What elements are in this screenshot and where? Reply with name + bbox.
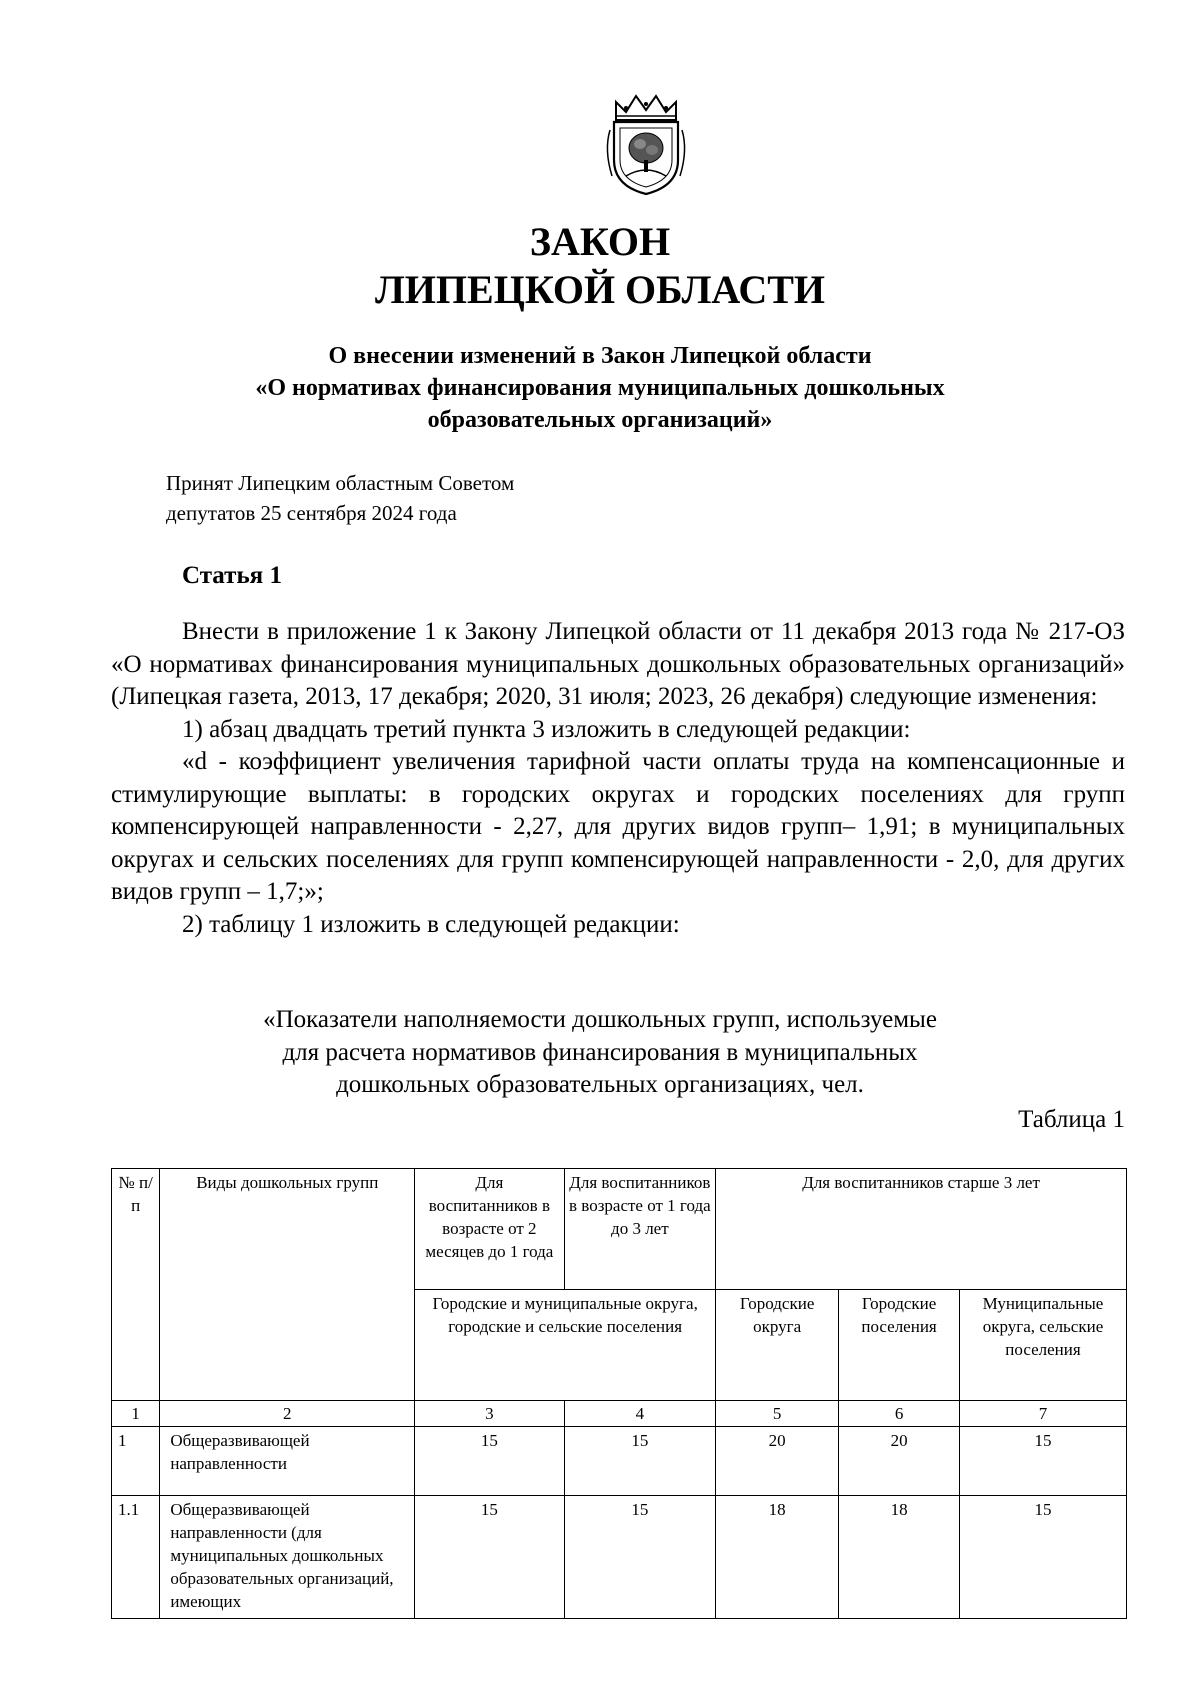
row-value: 18 [839,1496,960,1619]
table-caption [160,1004,1040,1102]
header-kind: Виды дошкольных групп [160,1169,415,1401]
table-caption-line3: дошкольных образовательных организациях, чел. [336,1071,864,1098]
table-index-row [112,1401,1127,1427]
row-value: 15 [415,1496,564,1619]
body-paragraph-2: 1) абзац двадцать третий пункта 3 изложить в следующей редакции: [182,715,911,743]
row-value: 18 [716,1496,839,1619]
article-heading: Статья 1 [182,562,282,589]
subtitle-line1: О внесении изменений в Закон Липецкой области [328,343,872,369]
subheader-city-settlements: Городские поселения [839,1290,960,1401]
row-value: 20 [839,1427,960,1496]
row-value: 20 [716,1427,839,1496]
row-value: 15 [959,1496,1126,1619]
index-cell: 4 [564,1401,716,1427]
index-cell: 5 [716,1401,839,1427]
index-cell: 7 [959,1401,1126,1427]
row-value: 15 [959,1427,1126,1496]
table-row [112,1427,1127,1496]
row-kind: Общеразвивающей направленности (для муниципальных дошкольных образовательных организаций, имеющих [160,1496,415,1619]
law-title-line2: ЛИПЕЦКОЙ ОБЛАСТИ [375,267,825,312]
header-age-over-3: Для воспитанников старше 3 лет [716,1169,1127,1290]
row-num: 1.1 [112,1496,160,1619]
row-kind: Общеразвивающей направленности [160,1427,415,1496]
row-value: 15 [564,1427,716,1496]
index-cell: 3 [415,1401,564,1427]
subheader-municipal: Муниципальные округа, сельские поселения [959,1290,1126,1401]
adoption-note [166,468,514,528]
body-paragraph-4: 2) таблицу 1 изложить в следующей редакции: [182,910,680,938]
table-header-row [112,1169,1127,1290]
row-value: 15 [415,1427,564,1496]
table-label: Таблица 1 [1018,1106,1125,1133]
lipetsk-coat-of-arms-icon [602,90,690,200]
table-row [112,1496,1127,1619]
adoption-line2: депутатов 25 сентября 2024 года [166,501,457,525]
subheader-city-districts: Городские округа [716,1290,839,1401]
body-paragraph-3: «d - коэффициент увеличения тарифной части оплаты труда на компенсационные и стимулирующие выплаты: в городских округах и городских поселениях для групп компенсирующей направленности - 2,27, для других видов групп– 1,91; в муниципальных округах и сельских поселениях для групп компенсирующей направленности - 2,0, для других видов групп – 1,7;»; [111,748,1125,905]
article-body [111,616,1125,941]
body-paragraph-1: Внести в приложение 1 к Закону Липецкой области от 11 декабря 2013 года № 217-ОЗ «О нормативах финансирования муниципальных дошкольных образовательных организаций» (Липецкая газета, 2013, 17 декабря; 2020, 31 июля; 2023, 26 декабря) следующие изменения: [111,618,1125,710]
row-num: 1 [112,1427,160,1496]
index-cell: 2 [160,1401,415,1427]
table-caption-line2: для расчета нормативов финансирования в муниципальных [282,1038,918,1066]
law-subtitle [200,340,1000,436]
subheader-all-territories: Городские и муниципальные округа, городские и сельские поселения [415,1290,716,1401]
header-num: № п/п [112,1169,160,1401]
header-age-2m-1y: Для воспитанников в возрасте от 2 месяцев до 1 года [415,1169,564,1290]
index-cell: 6 [839,1401,960,1427]
adoption-line1: Принят Липецким областным Советом [166,471,515,495]
header-age-1y-3y: Для воспитанников в возрасте от 1 года до 3 лет [564,1169,716,1290]
law-title-line1: ЗАКОН [529,219,671,264]
index-cell: 1 [112,1401,160,1427]
table-caption-line1: «Показатели наполняемости дошкольных групп, используемые [263,1006,937,1033]
row-value: 15 [564,1496,716,1619]
subtitle-line3: образовательных организаций» [427,407,773,433]
norms-table [111,1168,1127,1619]
subtitle-line2: «О нормативах финансирования муниципальных дошкольных [255,375,945,401]
